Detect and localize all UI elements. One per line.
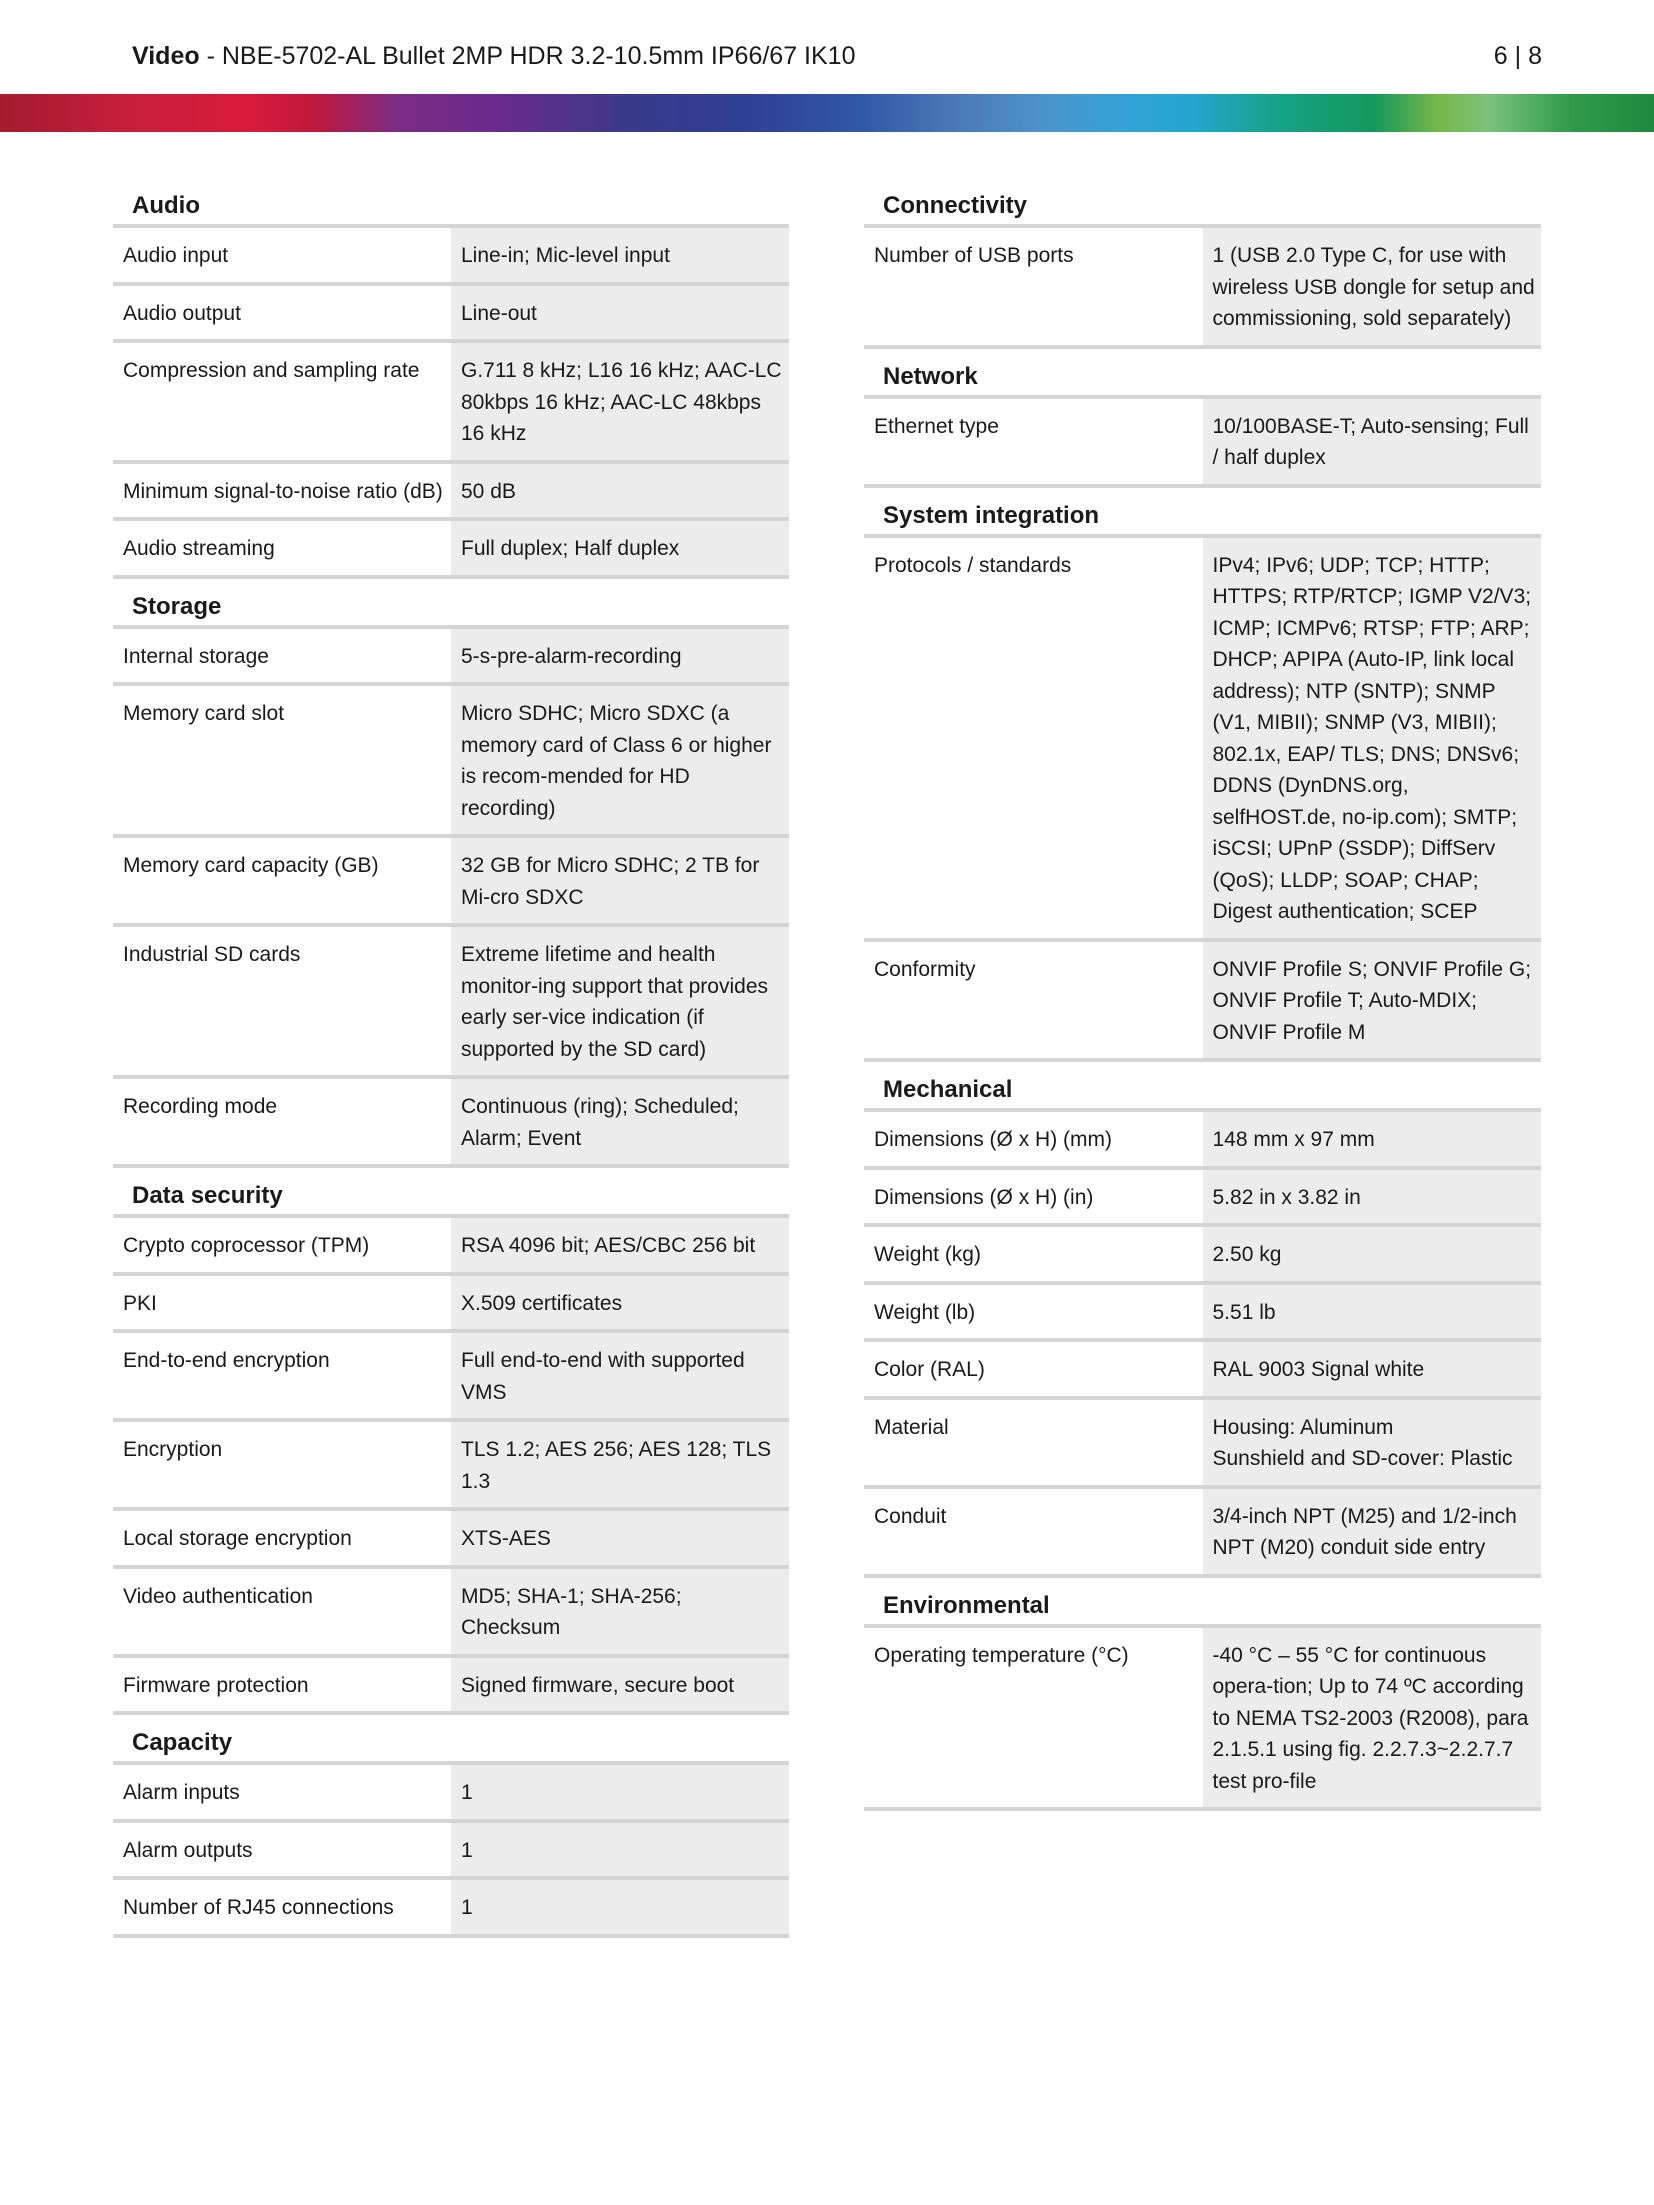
spec-value: 32 GB for Micro SDHC; 2 TB for Mi-cro SDXC bbox=[451, 836, 789, 925]
spec-row bbox=[864, 399, 1541, 486]
spec-value: Continuous (ring); Scheduled; Alarm; Event bbox=[451, 1077, 789, 1166]
spec-value: Housing: Aluminum Sunshield and SD-cover: Plastic bbox=[1203, 1398, 1542, 1487]
spec-table bbox=[864, 399, 1541, 488]
spec-table bbox=[113, 629, 789, 1169]
spec-value: Extreme lifetime and health monitor-ing support that provides early ser-vice indication (if supported by the SD card) bbox=[451, 925, 789, 1077]
spec-value: 3/4-inch NPT (M25) and 1/2-inch NPT (M20) conduit side entry bbox=[1203, 1487, 1542, 1576]
spec-value: 148 mm x 97 mm bbox=[1203, 1112, 1542, 1168]
brand-color-band bbox=[0, 94, 1654, 132]
spec-section-audio bbox=[113, 178, 789, 579]
spec-row bbox=[113, 462, 789, 520]
spec-value: XTS-AES bbox=[451, 1509, 789, 1567]
spec-section-mechanical bbox=[864, 1062, 1541, 1578]
spec-value: ONVIF Profile S; ONVIF Profile G; ONVIF Profile T; Auto-MDIX; ONVIF Profile M bbox=[1203, 940, 1542, 1061]
page-header bbox=[132, 36, 1542, 76]
spec-value: 5.51 lb bbox=[1203, 1283, 1542, 1341]
spec-label: Encryption bbox=[113, 1420, 451, 1509]
spec-label: Recording mode bbox=[113, 1077, 451, 1166]
spec-label: Material bbox=[864, 1398, 1203, 1487]
spec-label: Number of RJ45 connections bbox=[113, 1878, 451, 1936]
section-title: Mechanical bbox=[864, 1062, 1541, 1112]
spec-label: Weight (lb) bbox=[864, 1283, 1203, 1341]
section-title: Environmental bbox=[864, 1578, 1541, 1628]
spec-table bbox=[864, 1628, 1541, 1812]
spec-section-data-security bbox=[113, 1168, 789, 1715]
spec-row bbox=[113, 684, 789, 836]
spec-value: IPv4; IPv6; UDP; TCP; HTTP; HTTPS; RTP/RTCP; IGMP V2/V3; ICMP; ICMPv6; RTSP; FTP; ARP; DHCP; APIPA (Auto-IP, link local address); NTP (SNTP); SNMP (V1, MIBII); SNMP (V3, MIBII); 802.1x, EAP/ TLS; DNS; DNSv6; DDNS (DynDNS.org, selfHOST.de, no-ip.com); SMTP; iSCSI; UPnP (SSDP); DiffServ (QoS); LLDP; SOAP; CHAP; Digest authentication; SCEP bbox=[1203, 538, 1542, 940]
spec-label: Conduit bbox=[864, 1487, 1203, 1576]
section-title: Network bbox=[864, 349, 1541, 399]
spec-section-environmental bbox=[864, 1578, 1541, 1812]
spec-label: Number of USB ports bbox=[864, 228, 1203, 347]
spec-label: Crypto coprocessor (TPM) bbox=[113, 1218, 451, 1274]
spec-label: Firmware protection bbox=[113, 1656, 451, 1714]
section-title: Connectivity bbox=[864, 178, 1541, 228]
spec-label: Conformity bbox=[864, 940, 1203, 1061]
document-category: Video bbox=[132, 42, 200, 70]
spec-value: MD5; SHA-1; SHA-256; Checksum bbox=[451, 1567, 789, 1656]
spec-label: Protocols / standards bbox=[864, 538, 1203, 940]
spec-row bbox=[113, 1331, 789, 1420]
spec-section-connectivity bbox=[864, 178, 1541, 349]
spec-row bbox=[113, 519, 789, 577]
spec-value: 5.82 in x 3.82 in bbox=[1203, 1168, 1542, 1226]
spec-row bbox=[864, 1398, 1541, 1487]
spec-row bbox=[113, 925, 789, 1077]
document-title bbox=[132, 36, 855, 76]
spec-value: 1 bbox=[451, 1821, 789, 1879]
spec-label: Weight (kg) bbox=[864, 1225, 1203, 1283]
spec-value: RAL 9003 Signal white bbox=[1203, 1340, 1542, 1398]
spec-value: 10/100BASE-T; Auto-sensing; Full / half duplex bbox=[1203, 399, 1542, 486]
spec-row bbox=[113, 1878, 789, 1936]
spec-value: Micro SDHC; Micro SDXC (a memory card of Class 6 or higher is recom-mended for HD recording) bbox=[451, 684, 789, 836]
spec-label: Memory card capacity (GB) bbox=[113, 836, 451, 925]
spec-row bbox=[864, 1112, 1541, 1168]
spec-table bbox=[864, 228, 1541, 349]
spec-value: 50 dB bbox=[451, 462, 789, 520]
spec-row bbox=[113, 1656, 789, 1714]
spec-label: Minimum signal-to-noise ratio (dB) bbox=[113, 462, 451, 520]
spec-row bbox=[113, 1765, 789, 1821]
spec-section-storage bbox=[113, 579, 789, 1169]
section-title: Storage bbox=[113, 579, 789, 629]
spec-value: Full duplex; Half duplex bbox=[451, 519, 789, 577]
section-title: System integration bbox=[864, 488, 1541, 538]
spec-row bbox=[864, 1168, 1541, 1226]
spec-row bbox=[864, 1225, 1541, 1283]
spec-row bbox=[113, 1821, 789, 1879]
spec-value: 1 bbox=[451, 1878, 789, 1936]
spec-value: -40 °C – 55 °C for continuous opera-tion; Up to 74 ºC according to NEMA TS2-2003 (R2008), para 2.1.5.1 using fig. 2.2.7.3~2.2.7.7 test pro-file bbox=[1203, 1628, 1542, 1810]
section-title: Data security bbox=[113, 1168, 789, 1218]
spec-table bbox=[864, 1112, 1541, 1578]
spec-label: Audio output bbox=[113, 284, 451, 342]
spec-row bbox=[113, 284, 789, 342]
spec-label: Ethernet type bbox=[864, 399, 1203, 486]
spec-row bbox=[113, 629, 789, 685]
spec-value: TLS 1.2; AES 256; AES 128; TLS 1.3 bbox=[451, 1420, 789, 1509]
spec-value: Signed firmware, secure boot bbox=[451, 1656, 789, 1714]
page-number: 6 | 8 bbox=[1493, 42, 1542, 70]
spec-label: Industrial SD cards bbox=[113, 925, 451, 1077]
spec-row bbox=[113, 1218, 789, 1274]
spec-row bbox=[864, 1283, 1541, 1341]
spec-row bbox=[113, 1567, 789, 1656]
spec-table bbox=[864, 538, 1541, 1063]
right-column bbox=[864, 178, 1541, 1811]
spec-row bbox=[113, 341, 789, 462]
spec-row bbox=[113, 1274, 789, 1332]
spec-row bbox=[864, 228, 1541, 347]
spec-label: Internal storage bbox=[113, 629, 451, 685]
spec-value: Line-in; Mic-level input bbox=[451, 228, 789, 284]
spec-value: X.509 certificates bbox=[451, 1274, 789, 1332]
spec-label: Operating temperature (°C) bbox=[864, 1628, 1203, 1810]
spec-value: 1 bbox=[451, 1765, 789, 1821]
spec-label: Video authentication bbox=[113, 1567, 451, 1656]
spec-label: End-to-end encryption bbox=[113, 1331, 451, 1420]
spec-row bbox=[864, 538, 1541, 940]
spec-label: Compression and sampling rate bbox=[113, 341, 451, 462]
spec-table bbox=[113, 228, 789, 579]
spec-row bbox=[113, 836, 789, 925]
spec-label: Alarm outputs bbox=[113, 1821, 451, 1879]
spec-row bbox=[864, 940, 1541, 1061]
spec-label: Local storage encryption bbox=[113, 1509, 451, 1567]
product-name: - NBE-5702-AL Bullet 2MP HDR 3.2-10.5mm IP66/67 IK10 bbox=[199, 42, 856, 70]
spec-label: Color (RAL) bbox=[864, 1340, 1203, 1398]
spec-label: PKI bbox=[113, 1274, 451, 1332]
spec-value: Line-out bbox=[451, 284, 789, 342]
spec-section-network bbox=[864, 349, 1541, 488]
spec-row bbox=[864, 1340, 1541, 1398]
spec-section-capacity bbox=[113, 1715, 789, 1938]
spec-value: RSA 4096 bit; AES/CBC 256 bit bbox=[451, 1218, 789, 1274]
spec-label: Dimensions (Ø x H) (in) bbox=[864, 1168, 1203, 1226]
spec-section-system-integration bbox=[864, 488, 1541, 1063]
spec-label: Audio input bbox=[113, 228, 451, 284]
spec-table bbox=[113, 1218, 789, 1715]
section-title: Audio bbox=[113, 178, 789, 228]
spec-row bbox=[113, 1077, 789, 1166]
spec-value: Full end-to-end with supported VMS bbox=[451, 1331, 789, 1420]
spec-value: G.711 8 kHz; L16 16 kHz; AAC-LC 80kbps 16 kHz; AAC-LC 48kbps 16 kHz bbox=[451, 341, 789, 462]
spec-row bbox=[113, 228, 789, 284]
section-title: Capacity bbox=[113, 1715, 789, 1765]
spec-label: Memory card slot bbox=[113, 684, 451, 836]
left-column bbox=[113, 178, 789, 1938]
spec-row bbox=[864, 1487, 1541, 1576]
spec-row bbox=[113, 1509, 789, 1567]
spec-row bbox=[113, 1420, 789, 1509]
spec-table bbox=[113, 1765, 789, 1938]
spec-value: 2.50 kg bbox=[1203, 1225, 1542, 1283]
spec-label: Alarm inputs bbox=[113, 1765, 451, 1821]
spec-value: 1 (USB 2.0 Type C, for use with wireless USB dongle for setup and commissioning, sold separately) bbox=[1203, 228, 1542, 347]
spec-label: Audio streaming bbox=[113, 519, 451, 577]
spec-label: Dimensions (Ø x H) (mm) bbox=[864, 1112, 1203, 1168]
spec-value: 5-s-pre-alarm-recording bbox=[451, 629, 789, 685]
spec-row bbox=[864, 1628, 1541, 1810]
